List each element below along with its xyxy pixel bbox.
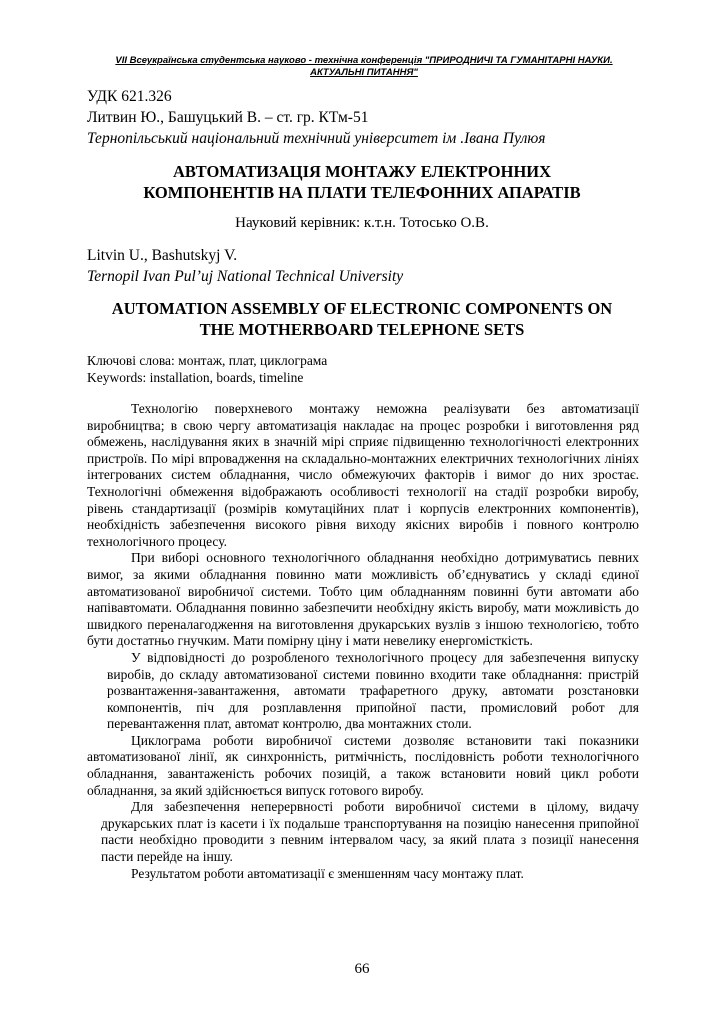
conference-header: VII Всеукраїнська студентська науково - технічна конференція "ПРИРОДНИЧІ ТА ГУМАНІТАРНІ НАУКИ. АКТУАЛЬНІ ПИТАННЯ" [115,55,613,78]
body-paragraph-3: У відповідності до розробленого технологічного процесу для забезпечення випуску виробів, до складу автоматизованої системи повинно входити таке обладнання: пристрій розвантаження-завантаження, автомати трафаретного друку, автомати розстановки компонентів, піч для розплавлення припойної пасти, промисловий робот для перевантаження плат, автомат контролю, два монтажних столи. [107,649,639,732]
body-paragraph-2: При виборі основного технологічного обладнання необхідно дотримуватись певних вимог, за якими обладнання повинно мати можливість об’єднуватись у складі єдиної автоматизованої виробничої системи. Тобто цим обладнанням повинні бути автомати або напівавтомати. Обладнання повинно забезпечити необхідну якість виробу, мати можливість до швидкого переналагодження на виготовлення друкарських вузлів з іншою технологією, тобто бути достатньо гнучким. Мати помірну ціну і мати невелику енергомісткість. [87,550,639,649]
authors-eng: Litvin U., Bashutskyj V. [87,247,238,264]
body-paragraph-6: Результатом роботи автоматизації є зменшенням часу монтажу плат. [131,865,524,881]
body-paragraph-5: Для забезпечення неперервності роботи виробничої системи в цілому, видачу друкарських плат із касети і їх подальше транспортування на позицію нанесення припойної пасти необхідно проводити з певним інтервалом часу, за який плата з позиції нанесення пасти перейде на іншу. [101,799,639,865]
title-ukr: АВТОМАТИЗАЦІЯ МОНТАЖУ ЕЛЕКТРОННИХ КОМПОНЕНТІВ НА ПЛАТИ ТЕЛЕФОННИХ АПАРАТІВ [143,162,581,202]
title-eng: AUTOMATION ASSEMBLY OF ELECTRONIC COMPONENTS ON THE MOTHERBOARD TELEPHONE SETS [111,299,613,339]
authors-ukr: Литвин Ю., Башуцький В. – ст. гр. КТм-51 [87,109,369,126]
affiliation-ukr: Тернопільський національний технічний університет ім .Івана Пулюя [87,130,546,147]
body-paragraph-1: Технологію поверхневого монтажу неможна реалізувати без автоматизації виробництва; в свою чергу автоматизація накладає на процес розробки і виготовлення ряд обмежень, наслідування яких в значній мірі сприяє підвищенню технологічності електронних пристроїв. По мірі впровадження на складально-монтажних електричних технологічних лініях інтегрованих систем обладнання, число обмежуючих факторів і вимог до них зростає. Технологічні обмеження відображають особливості технології на стадії розробки виробу, рівень стандартизації (розмірів комутаційних плат і корпусів електронних компонентів), необхідність забезпечення високого рівня виходу якісних виробів і повного контролю технологічного процесу. [87,401,639,549]
body-paragraph-4: Циклограма роботи виробничої системи дозволяє встановити такі показники автоматизованої лінії, як синхронність, ритмічність, послідовність роботи технологічного обладнання, завантаженість робочих позицій, а також встановити новий цикл роботи обладнання, за який здійснюється випуск готового виробу. [87,732,639,798]
keywords-ukr: Ключові слова: монтаж, плат, циклограма [87,353,328,368]
keywords-eng: Keywords: installation, boards, timeline [87,370,304,385]
affiliation-eng: Ternopil Ivan Pul’uj National Technical University [87,268,404,285]
article-body [87,401,639,882]
page-number: 66 [354,961,370,977]
supervisor: Науковий керівник: к.т.н. Тотосько О.В. [235,215,489,231]
udc-code: УДК 621.326 [87,88,172,105]
